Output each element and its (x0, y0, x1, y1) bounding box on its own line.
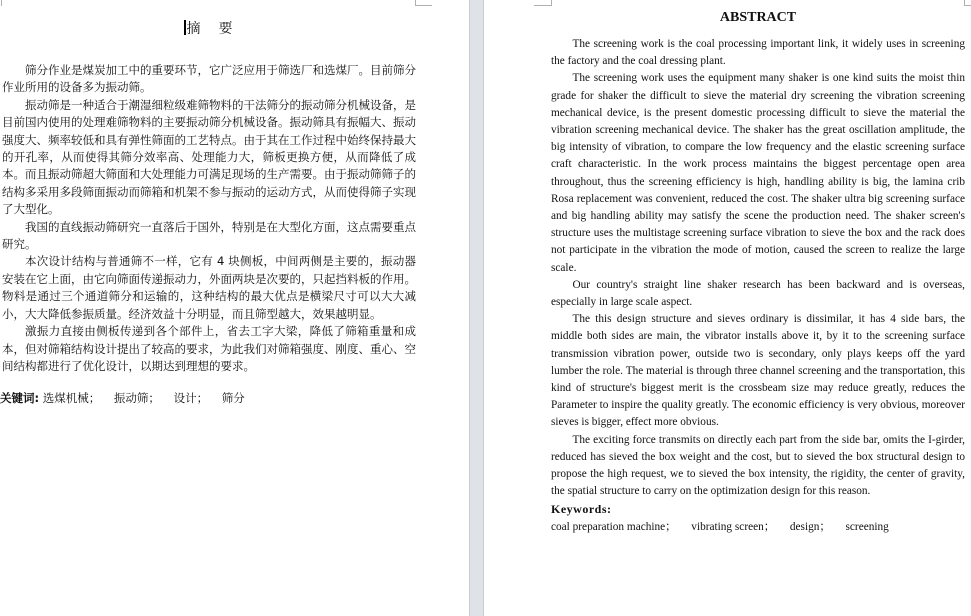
paragraph[interactable]: 振动筛是一种适合于潮湿细粒级难筛物料的干法筛分的振动筛分机械设备，是目前国内使用的处理难筛物料的主要振动筛分机械设备。振动筛具有振幅大、振动强度大、频率较低和具有弹性筛面的工艺特点。由于其在工作过程中始终保持最大的开孔率，从而使得其筛分效率高、处理能力大，筛板更换方便，从而降低了成本。而且振动筛超大筛面和大处理能力可满足现场的生产需要。由于振动筛筛子的结构多采用多段筛面振动而筛箱和机架不参与振动的运动方式，从而使得筛子实现了大型化。 (2, 97, 416, 217)
page-corner-mark (534, 5, 551, 6)
keywords-line-english[interactable] (551, 518, 965, 534)
page-title-chinese: 摘 要 (0, 18, 416, 38)
text-cursor (184, 20, 186, 35)
keywords-line-chinese[interactable] (0, 390, 416, 406)
abstract-body-english[interactable] (551, 36, 965, 500)
paragraph[interactable]: The this design structure and sieves ordinary is dissimilar, it has 4 side bars, the middle both sides are main, the vibrator installs above it, by it to the screening surface transmission vibration power, outside two is secondary, only plays keeps off the yard lumber the role. The material is through three channel screening and the transportation, this kind of structure's biggest merit is the crossbeam size may reduce greatly, reduces the Parameter to inspire the quality greatly. The economic efficiency is very obvious, moreover sieves is bigger, effect more obvious. (551, 313, 965, 429)
paragraph[interactable]: 本次设计结构与普通筛不一样，它有 4 块侧板，中间两侧是主要的，振动器安装在它上面，由它向筛面传递振动力，外面两块是次要的，只起挡料板的作用。物料是通过三个通道筛分和运输的，这种结构的最大优点是横梁尺寸可以大大减小，大大降低参振质量。经济效益十分明显，而且筛型越大，效果越明显。 (2, 254, 416, 321)
page-corner-mark (1, 0, 2, 6)
keyword: 振动筛； (113, 391, 160, 405)
keyword: 选煤机械； (42, 391, 101, 405)
keyword: design； (789, 521, 831, 533)
paragraph[interactable]: 我国的直线振动筛研究一直落后于国外，特别是在大型化方面，这点需要重点研究。 (2, 219, 416, 252)
paragraph[interactable]: The exciting force transmits on directly each part from the side bar, omits the I-girder, reduced has sieved the box weight and the cost, but to sieved the box structural design to propose the high request, we to sieved the box intensity, the rigidity, the center of gravity, the spatial structure to carry on the optimization design for this reason. (551, 433, 965, 498)
page-corner-mark (964, 5, 971, 6)
document-page-chinese-abstract[interactable] (0, 0, 469, 616)
paragraph[interactable]: The screening work uses the equipment many shaker is one kind suits the moist thin grade for shaker the difficult to sieve the material dry screening the vibration screening mechanical device, is the present domestic processing difficult to sieve the material the vibration screening mechanical device. The shaker has the great oscillation amplitude, the big intensity of vibration, to compare the low frequency and the elastic screening surface craft characteristic. In the work process maintains the biggest percentage open area throughout, thus the screening efficiency is high, handling ability is big, the lamina crib Rosa replacement was convenient, reduced the cost. The shaker ultra big screening surface and big handling ability may satisfy the scene the production need. The shaker screen's structure uses the multistage screening surface vibration to sieve the box and the rack does not participate in the vibration the mode of motion, caused the screen to realize the large scale. (551, 72, 965, 274)
page-gap (469, 0, 484, 616)
keyword: 筛分 (221, 391, 245, 405)
paragraph[interactable]: 筛分作业是煤炭加工中的重要环节，它广泛应用于筛选厂和选煤厂。目前筛分作业所用的设备多为振动筛。 (2, 63, 416, 95)
keyword: coal preparation machine； (551, 521, 677, 533)
paragraph[interactable]: 激振力直接由侧板传递到各个部件上，省去工字大梁，降低了筛箱重量和成本，但对筛箱结构设计提出了较高的要求，为此我们对筛箱强度、刚度、重心、空间结构都进行了优化设计，以期达到理想的要求。 (2, 324, 416, 373)
paragraph[interactable]: The screening work is the coal processing important link, it widely uses in screening the factory and the coal dressing plant. (551, 38, 965, 68)
page-corner-mark (551, 0, 552, 6)
keyword: 设计； (173, 391, 209, 405)
keywords-label-english: Keywords: (551, 502, 612, 516)
abstract-body-chinese[interactable] (2, 62, 416, 375)
keyword: vibrating screen； (691, 521, 776, 533)
paragraph[interactable]: Our country's straight line shaker research has been backward and is overseas, especially in large scale aspect. (551, 278, 965, 309)
keyword: screening (845, 521, 889, 533)
page-corner-mark (415, 5, 432, 6)
keywords-label: 关键词: (0, 391, 40, 405)
page-title-english: ABSTRACT (719, 10, 797, 25)
